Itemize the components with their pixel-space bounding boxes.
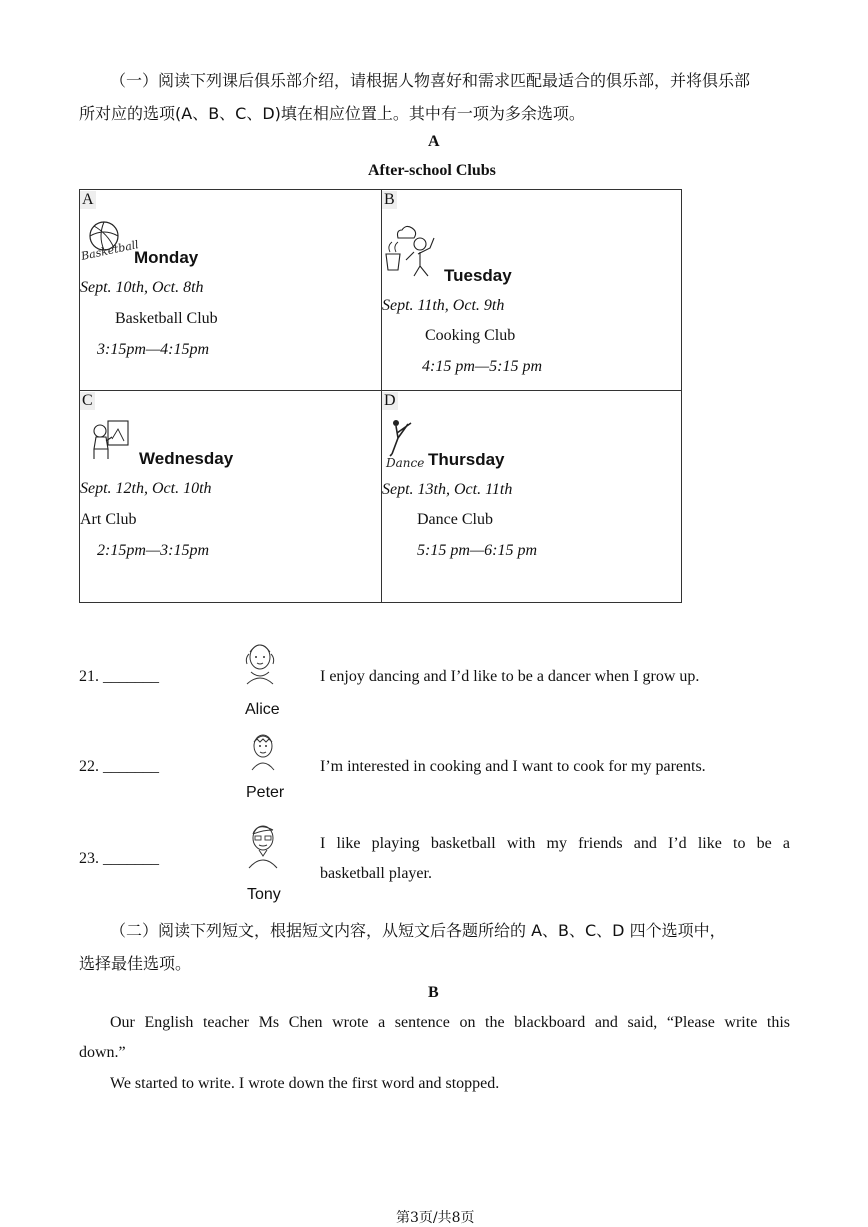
club-dates: Sept. 13th, Oct. 11th: [382, 481, 513, 498]
boy-avatar-icon: [248, 730, 278, 772]
club-time: 2:15pm—3:15pm: [97, 542, 209, 559]
svg-text:Dance: Dance: [386, 456, 425, 470]
question-23-statement-line-1: I like playing basketball with my friends and I’d like to be a: [320, 835, 790, 852]
svg-text:Basketball: Basketball: [79, 238, 140, 263]
passage-b-paragraph-1-line-1: Our English teacher Ms Chen wrote a sentence on the blackboard and said, “Please write this: [110, 1014, 790, 1031]
club-time: 5:15 pm—6:15 pm: [417, 542, 537, 559]
question-22-statement: I’m interested in cooking and I want to cook for my parents.: [320, 758, 706, 775]
club-time: 4:15 pm—5:15 pm: [422, 358, 542, 375]
question-23-blank[interactable]: 23. _______: [79, 850, 159, 867]
club-name: Basketball Club: [115, 310, 218, 327]
clubs-table: [79, 189, 682, 603]
question-22-blank[interactable]: 22. _______: [79, 758, 159, 775]
passage-b-paragraph-1-line-2: down.”: [79, 1044, 126, 1061]
club-letter: C: [82, 392, 93, 409]
club-dates: Sept. 11th, Oct. 9th: [382, 297, 505, 314]
club-dates: Sept. 10th, Oct. 8th: [80, 279, 204, 296]
club-letter: B: [384, 191, 395, 208]
club-letter: A: [82, 191, 94, 208]
question-23-statement-line-2: basketball player.: [320, 865, 432, 882]
painter-icon: [88, 419, 130, 463]
club-cell-c: [80, 391, 381, 603]
boy-avatar-icon: [245, 820, 281, 870]
club-day: Thursday: [428, 450, 505, 469]
club-day: Wednesday: [139, 449, 234, 468]
section2-instruction-line-1: （二）阅读下列短文，根据短文内容，从短文后各题所给的 A、B、C、D 四个选项中，: [110, 921, 726, 940]
section2-instruction-line-2: 选择最佳选项。: [79, 954, 192, 973]
club-day: Monday: [134, 248, 199, 267]
girl-avatar-icon: [243, 640, 277, 686]
table-title: After-school Clubs: [368, 162, 496, 179]
club-name: Art Club: [80, 511, 137, 528]
page-number: 第3页/共8页: [396, 1210, 475, 1226]
instruction-line-2: 所对应的选项(A、B、C、D)填在相应位置上。其中有一项为多余选项。: [79, 104, 585, 123]
passage-b-paragraph-2: We started to write. I wrote down the first word and stopped.: [110, 1075, 500, 1092]
club-time: 3:15pm—4:15pm: [97, 341, 209, 358]
person-name-alice: Alice: [245, 701, 280, 718]
club-day: Tuesday: [444, 266, 512, 285]
club-cell-b: [382, 190, 683, 390]
question-21-blank[interactable]: 21. _______: [79, 668, 159, 685]
club-dates: Sept. 12th, Oct. 10th: [80, 480, 212, 497]
passage-letter-a: A: [428, 133, 440, 150]
person-name-peter: Peter: [246, 784, 285, 801]
basketball-icon: [79, 218, 140, 263]
dancer-icon: [384, 419, 432, 469]
passage-letter-b: B: [428, 984, 439, 1001]
club-name: Dance Club: [417, 511, 493, 528]
chef-icon: [384, 224, 444, 280]
club-cell-d: [382, 391, 683, 603]
club-cell-a: [80, 190, 381, 390]
person-name-tony: Tony: [247, 886, 281, 903]
question-21-statement: I enjoy dancing and I’d like to be a dancer when I grow up.: [320, 668, 700, 685]
instruction-line-1: （一）阅读下列课后俱乐部介绍，请根据人物喜好和需求匹配最适合的俱乐部，并将俱乐部: [110, 71, 751, 90]
club-letter: D: [384, 392, 396, 409]
club-name: Cooking Club: [425, 327, 516, 344]
